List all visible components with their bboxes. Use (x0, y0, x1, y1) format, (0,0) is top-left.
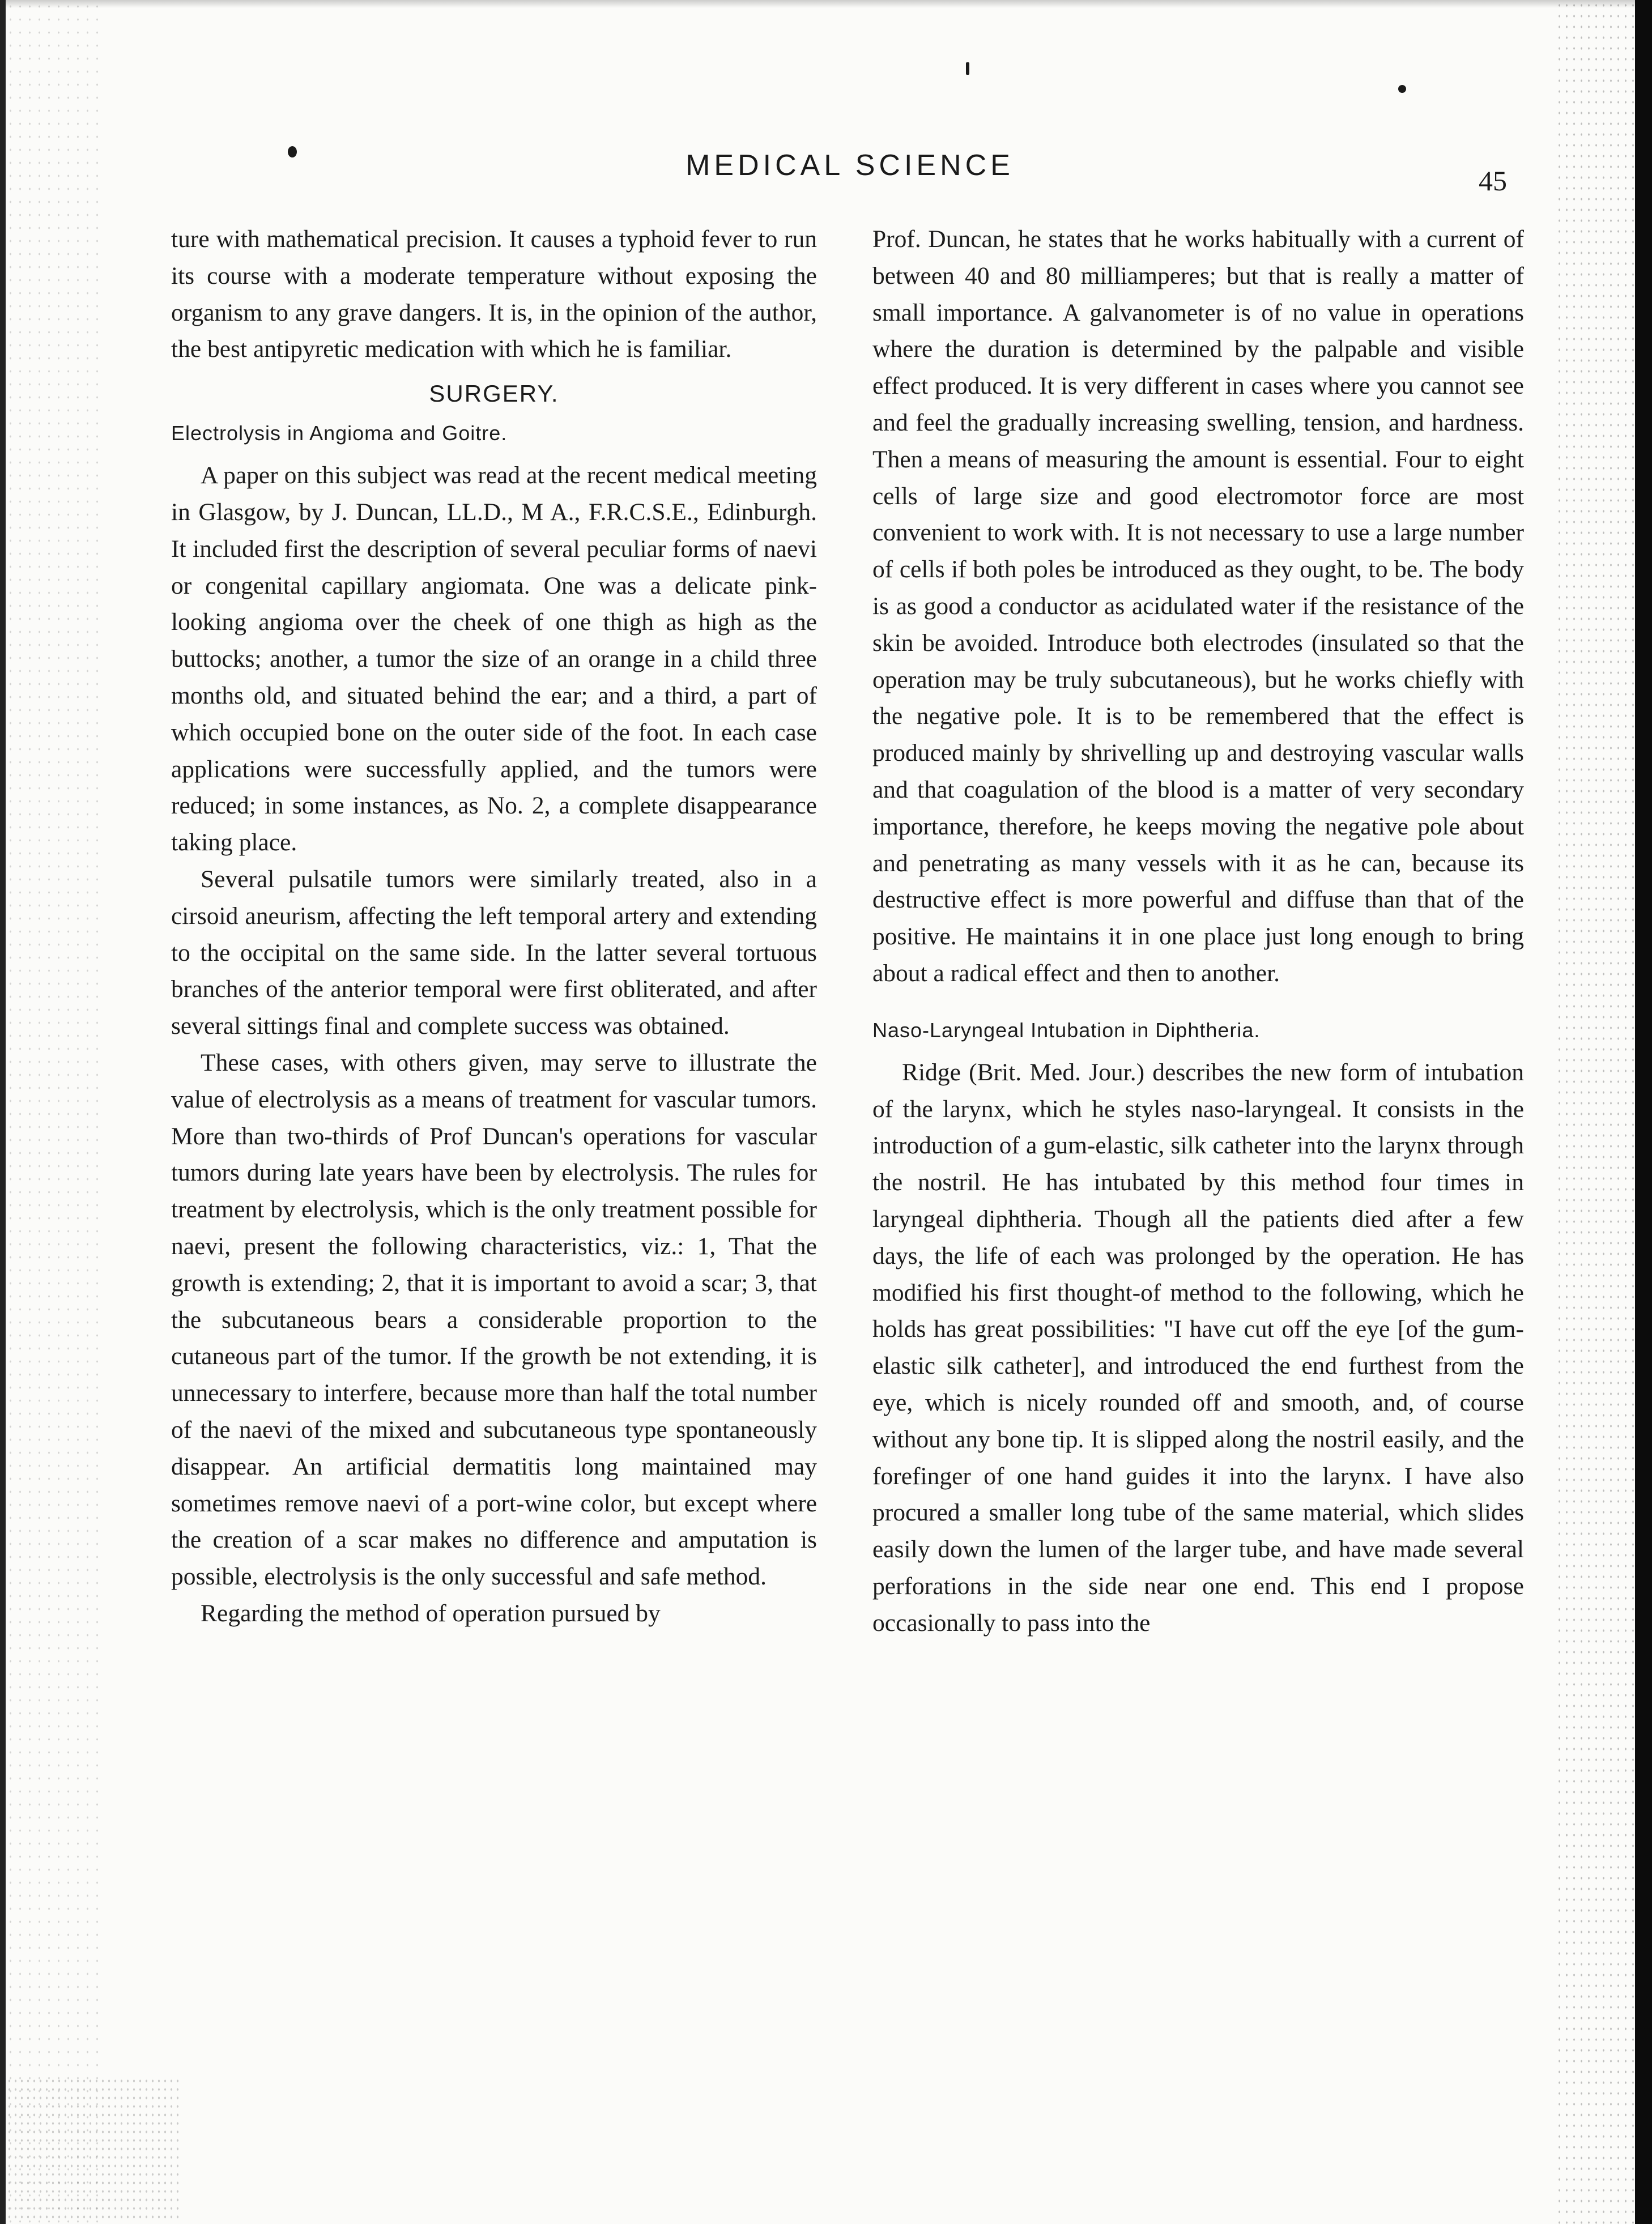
paragraph: These cases, with others given, may serve to illustrate the value of electrolysis as a means of treatment for vascular tumors. More than two-thirds of Prof Duncan's operations for vascular tumors during late years have been by electrolysis. The rules for treatment by electrolysis, which is the only treatment possible for naevi, present the following characteristics, viz.: 1, That the growth is extending; 2, that it is important to avoid a scar; 3, that the subcutaneous bears a considerable proportion to the cutaneous part of the tumor. If the growth be not extending, it is unnecessary to interfere, because more than half the total number of the naevi of the mixed and subcutaneous type spontaneously disappear. An artificial dermatitis long maintained may sometimes remove naevi of a port-wine color, but except where the creation of a scar makes no difference and amputation is possible, electrolysis is the only successful and safe method. (171, 1049, 817, 1591)
paragraph: A paper on this subject was read at the recent medical meeting in Glasgow, by J. Duncan, LL.D., M A., F.R.C.S.E., Edinburgh. It included first the description of several peculiar forms of naevi or congenital capillary angiomata. One was a delicate pink-looking angioma over the cheek of one thigh as high as the buttocks; another, a tumor the size of an orange in a child three months old, and situated behind the ear; and a third, a part of which occupied bone on the outer side of the foot. In each case applications were successfully applied, and the tumors were reduced; in some instances, as No. 2, a complete disappearance taking place. (171, 462, 817, 857)
section-heading: SURGERY. (429, 380, 559, 407)
stray-mark (288, 146, 297, 157)
scan-speckle-right (1556, 0, 1635, 2224)
scan-speckle-left (6, 0, 102, 2224)
scan-left-edge (0, 0, 6, 2224)
paragraph: Several pulsatile tumors were similarly treated, also in a cirsoid aneurism, affecting the left temporal artery and extending to the occipital on the same side. In the latter several tortuous branches of the anterior temporal were first obliterated, and after several sittings final and complete success was obtained. (171, 865, 817, 1040)
running-title: MEDICAL SCIENCE (686, 149, 1014, 182)
scan-top-edge (0, 0, 1652, 8)
page-number: 45 (1479, 165, 1507, 197)
article-title: Electrolysis in Angioma and Goitre. (171, 421, 508, 445)
paragraph-continued: Prof. Duncan, he states that he works habitually with a current of between 40 and 80 milliamperes; but that is really a matter of small importance. A galvanometer is of no value in operations where the duration is determined by the palpable and visible effect produced. It is very different in cases where you cannot see and feel the gradually increasing swelling, tension, and hardness. Then a means of measuring the amount is essential. Four to eight cells of large size and good electromotor force are most convenient to work with. It is not necessary to use a large number of cells if both poles be introduced as they ought, to be. The body is as good a conductor as acidulated water if the resistance of the skin be avoided. Introduce both electrodes (insulated so that the operation may be truly subcutaneous), but he works chiefly with the negative pole. It is to be remembered that the effect is produced mainly by shrivelling up and destroying vascular walls and that coagulation of the blood is a matter of very secondary importance, therefore, he keeps moving the negative pole about and penetrating as many vessels with it as he can, because its destructive effect is more powerful and diffuse than that of the positive. He maintains it in one place just long enough to bring about a radical effect and then to another. (872, 225, 1524, 987)
left-column (171, 221, 817, 1632)
scan-right-edge (1635, 0, 1652, 2224)
paragraph: Ridge (Brit. Med. Jour.) describes the new form of intubation of the larynx, which he styles naso-laryngeal. It consists in the introduction of a gum-elastic, silk catheter into the larynx through the nostril. He has intubated by this method four times in laryngeal diphtheria. Though all the patients died after a few days, the life of each was prolonged by the operation. He has modified his first thought-of method to the following, which he holds has great possibilities: "I have cut off the eye [of the gum-elastic silk catheter], and introduced the end furthest from the eye, which is nicely rounded off and smooth, and, of course without any bone tip. It is slipped along the nostril easily, and the forefinger of one hand guides it into the larynx. I have also procured a smaller long tube of the same material, which slides easily down the lumen of the larger tube, and have made several perforations in the side near one end. This end I propose occasionally to pass into the (872, 1058, 1524, 1637)
scan-speckle-bottom (0, 2077, 181, 2224)
article-title: Naso-Laryngeal Intubation in Diphtheria. (872, 1018, 1261, 1042)
stray-mark (1398, 85, 1406, 93)
right-column (872, 221, 1524, 1641)
paragraph-continued: ture with mathematical precision. It causes a typhoid fever to run its course with a moderate temperature without exposing the organism to any grave dangers. It is, in the opinion of the author, the best antipyretic medication with which he is familiar. (171, 225, 817, 363)
paragraph: Regarding the method of operation pursued by (201, 1599, 661, 1627)
stray-mark (966, 62, 969, 75)
